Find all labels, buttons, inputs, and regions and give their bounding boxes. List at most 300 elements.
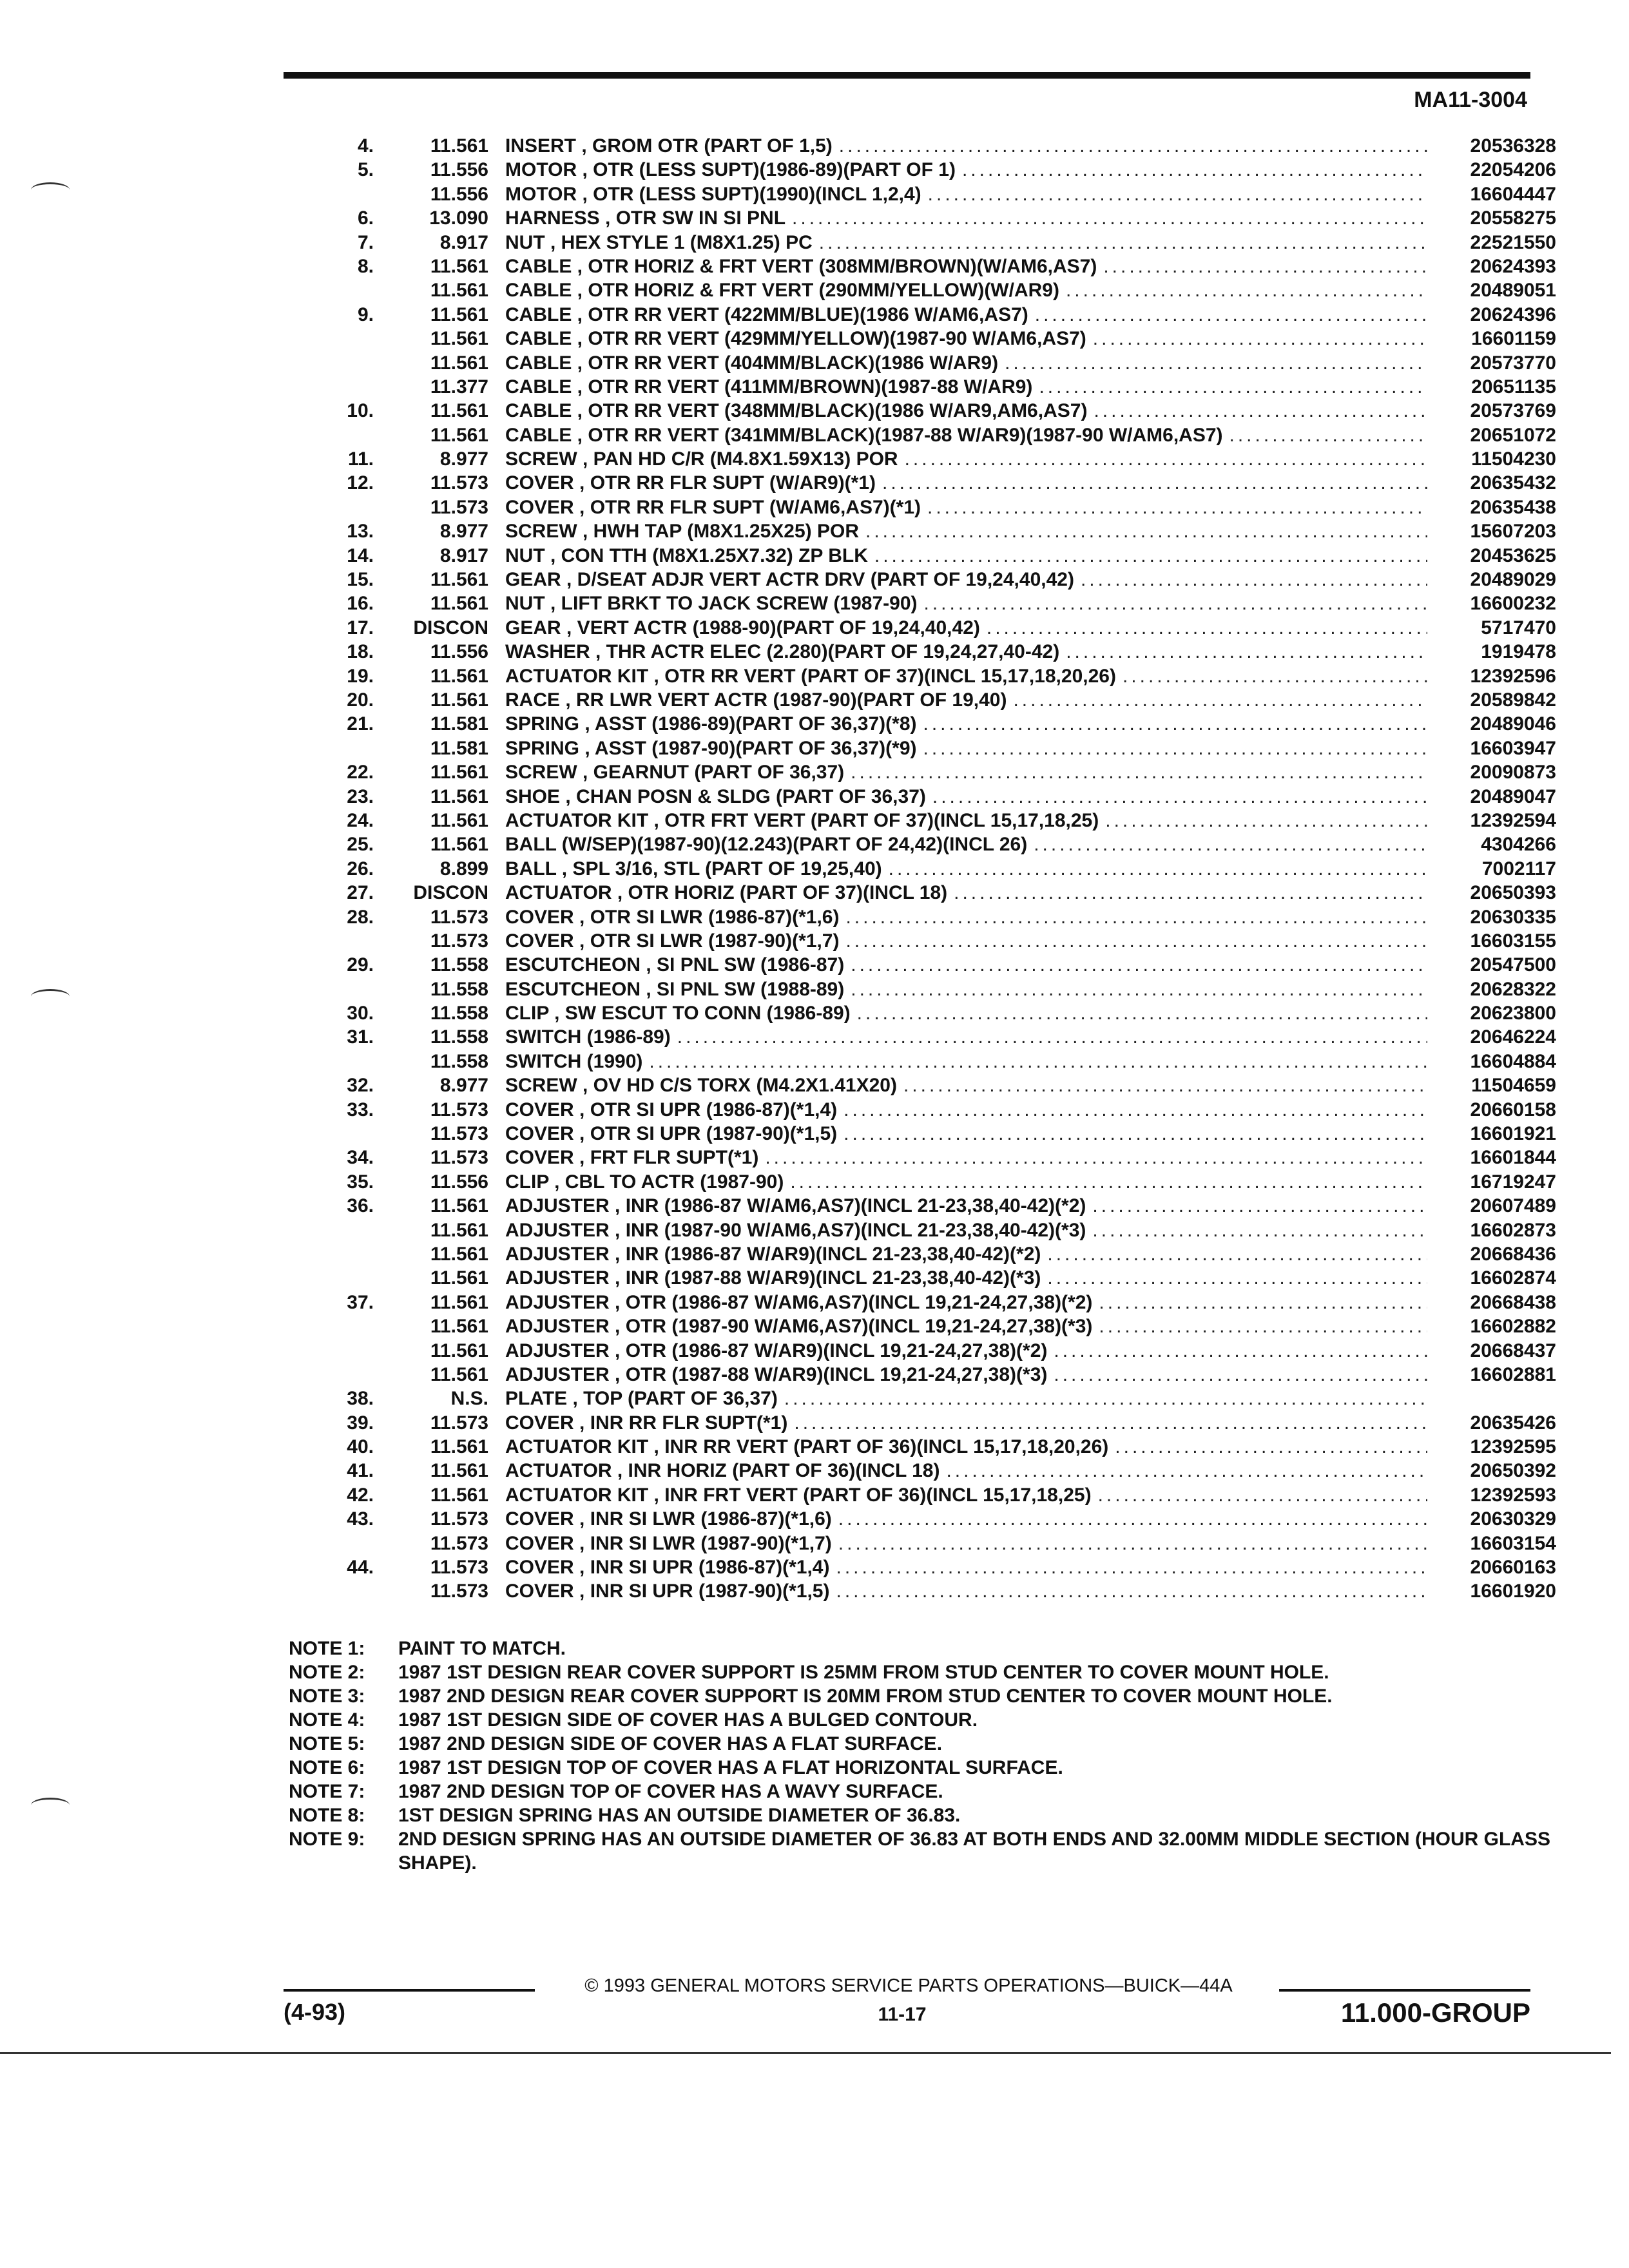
- note-text: 1987 2ND DESIGN SIDE OF COVER HAS A FLAT SURFACE.: [398, 1733, 943, 1754]
- part-number: 20624393: [1470, 255, 1556, 277]
- note-label: NOTE 7:: [289, 1781, 365, 1802]
- group-code: 11.581: [430, 713, 488, 735]
- description-cell: [505, 1459, 1434, 1483]
- group-code: 11.573: [430, 1508, 488, 1530]
- part-description: SWITCH (1990): [505, 1050, 643, 1072]
- part-description: CABLE , OTR RR VERT (404MM/BLACK)(1986 W/AR9): [505, 352, 999, 374]
- part-number: 20573770: [1470, 352, 1556, 374]
- parts-row: [303, 1194, 1556, 1218]
- description-cell: [505, 832, 1434, 856]
- group-code: 11.573: [430, 930, 488, 952]
- part-description: ADJUSTER , OTR (1987-90 W/AM6,AS7)(INCL 19,21-24,27,38)(*3): [505, 1316, 1093, 1338]
- part-number: 16602882: [1470, 1316, 1556, 1338]
- description-cell: [505, 568, 1434, 591]
- group-code: 11.561: [430, 1267, 488, 1289]
- group-code: 11.561: [430, 1363, 488, 1385]
- item-number: 16.: [347, 593, 374, 615]
- dot-leader: [845, 905, 1427, 929]
- item-number: 33.: [347, 1099, 374, 1120]
- item-number: 12.: [347, 472, 374, 494]
- parts-row: [303, 1579, 1556, 1603]
- item-number: 5.: [357, 159, 374, 181]
- part-number: 16719247: [1470, 1171, 1556, 1193]
- group-code: 8.977: [439, 1075, 488, 1097]
- parts-row: [303, 1459, 1556, 1483]
- part-number: 16602873: [1470, 1219, 1556, 1241]
- part-description: COVER , OTR SI UPR (1987-90)(*1,5): [505, 1123, 838, 1145]
- parts-row: [303, 1098, 1556, 1122]
- description-cell: [505, 1387, 1434, 1410]
- part-number: 20630329: [1470, 1508, 1556, 1530]
- parts-row: [303, 399, 1556, 423]
- description-cell: [505, 327, 1434, 351]
- group-code: 11.573: [430, 1532, 488, 1554]
- dot-leader: [843, 1098, 1427, 1122]
- dot-leader: [794, 1411, 1427, 1435]
- parts-row: [303, 616, 1556, 640]
- part-number: 12392593: [1470, 1484, 1556, 1506]
- item-number: 35.: [347, 1171, 374, 1193]
- dot-leader: [1054, 1363, 1427, 1387]
- group-code: 8.977: [439, 521, 488, 543]
- item-number: 14.: [347, 544, 374, 566]
- description-cell: [505, 1218, 1434, 1242]
- dot-leader: [928, 182, 1427, 206]
- dot-leader: [987, 616, 1427, 640]
- part-description: SPRING , ASST (1986-89)(PART OF 36,37)(*8): [505, 713, 917, 735]
- group-code: 11.377: [430, 376, 488, 398]
- part-description: GEAR , D/SEAT ADJR VERT ACTR DRV (PART OF 19,24,40,42): [505, 569, 1074, 591]
- part-description: HARNESS , OTR SW IN SI PNL: [505, 207, 786, 229]
- parts-row: [303, 881, 1556, 905]
- dot-leader: [1103, 255, 1427, 278]
- parts-row: [303, 1507, 1556, 1531]
- item-number: 4.: [357, 135, 374, 157]
- part-number: 7002117: [1481, 858, 1556, 879]
- description-cell: [505, 134, 1434, 158]
- part-number: 22521550: [1470, 231, 1556, 253]
- group-code: 11.561: [430, 665, 488, 687]
- parts-row: [303, 712, 1556, 736]
- note-item: [289, 1708, 1565, 1732]
- item-number: 41.: [347, 1460, 374, 1482]
- part-number: 20651072: [1470, 424, 1556, 446]
- parts-row: [303, 591, 1556, 615]
- dot-leader: [1035, 303, 1427, 327]
- group-code: 13.090: [429, 207, 488, 229]
- parts-row: [303, 1339, 1556, 1363]
- parts-row: [303, 1483, 1556, 1507]
- parts-row: [303, 785, 1556, 809]
- dot-leader: [851, 760, 1427, 784]
- parts-row: [303, 351, 1556, 375]
- parts-row: [303, 206, 1556, 230]
- item-number: 38.: [347, 1388, 374, 1410]
- group-code: 11.561: [430, 809, 488, 831]
- description-cell: [505, 1483, 1434, 1507]
- group-code: 8.977: [439, 448, 488, 470]
- part-number: 16601920: [1470, 1581, 1556, 1602]
- item-number: 7.: [357, 231, 374, 253]
- dot-leader: [1005, 351, 1427, 375]
- parts-row: [303, 255, 1556, 278]
- dot-leader: [1034, 832, 1427, 856]
- parts-row: [303, 736, 1556, 760]
- parts-row: [303, 495, 1556, 519]
- parts-row: [303, 1170, 1556, 1194]
- part-description: GEAR , VERT ACTR (1988-90)(PART OF 19,24,40,42): [505, 617, 980, 639]
- part-description: ACTUATOR KIT , INR RR VERT (PART OF 36)(INCL 15,17,18,20,26): [505, 1436, 1109, 1458]
- parts-row: [303, 857, 1556, 881]
- note-text: 1987 1ST DESIGN TOP OF COVER HAS A FLAT HORIZONTAL SURFACE.: [398, 1757, 1063, 1778]
- group-code: 11.561: [430, 593, 488, 615]
- part-number: 20453625: [1470, 544, 1556, 566]
- dot-leader: [843, 1122, 1427, 1146]
- part-description: COVER , INR RR FLR SUPT(*1): [505, 1412, 788, 1434]
- description-cell: [505, 1532, 1434, 1555]
- part-description: COVER , OTR RR FLR SUPT (W/AR9)(*1): [505, 472, 876, 494]
- group-code: 11.561: [430, 1340, 488, 1361]
- description-cell: [505, 519, 1434, 543]
- part-number: 20573769: [1470, 400, 1556, 422]
- dot-leader: [1092, 1218, 1427, 1242]
- item-number: 30.: [347, 1003, 374, 1024]
- description-cell: [505, 929, 1434, 953]
- dot-leader: [1123, 664, 1427, 688]
- description-cell: [505, 736, 1434, 760]
- part-number: 16604447: [1470, 183, 1556, 205]
- parts-row: [303, 688, 1556, 712]
- part-number: 20628322: [1470, 978, 1556, 1000]
- part-description: MOTOR , OTR (LESS SUPT)(1986-89)(PART OF 1): [505, 159, 956, 181]
- dot-leader: [838, 1507, 1427, 1531]
- description-cell: [505, 1025, 1434, 1049]
- group-code: 11.561: [430, 280, 488, 302]
- description-cell: [505, 591, 1434, 615]
- dot-leader: [1229, 423, 1427, 447]
- group-code: 11.573: [430, 1412, 488, 1434]
- item-number: 13.: [347, 521, 374, 543]
- group-code: 11.561: [430, 1219, 488, 1241]
- description-cell: [505, 785, 1434, 809]
- group-code: DISCON: [413, 617, 488, 639]
- parts-row: [303, 1122, 1556, 1146]
- parts-row: [303, 1266, 1556, 1290]
- dot-leader: [1093, 327, 1427, 351]
- description-cell: [505, 447, 1434, 471]
- item-number: 44.: [347, 1557, 374, 1579]
- item-number: 26.: [347, 858, 374, 879]
- group-code: 11.561: [430, 1316, 488, 1338]
- description-cell: [505, 495, 1434, 519]
- part-number: 20635438: [1470, 496, 1556, 518]
- note-item: [289, 1637, 1565, 1660]
- dot-leader: [851, 977, 1427, 1001]
- part-description: CLIP , SW ESCUT TO CONN (1986-89): [505, 1003, 851, 1024]
- parts-row: [303, 832, 1556, 856]
- part-description: ADJUSTER , INR (1986-87 W/AM6,AS7)(INCL 21-23,38,40-42)(*2): [505, 1195, 1086, 1217]
- part-number: 20660163: [1470, 1557, 1556, 1579]
- item-number: 39.: [347, 1412, 374, 1434]
- part-number: 20090873: [1470, 762, 1556, 783]
- parts-row: [303, 1387, 1556, 1410]
- part-description: RACE , RR LWR VERT ACTR (1987-90)(PART OF 19,40): [505, 689, 1007, 711]
- part-number: 20630335: [1470, 906, 1556, 928]
- group-code: 11.581: [430, 737, 488, 759]
- group-code: DISCON: [413, 882, 488, 904]
- note-label: NOTE 1:: [289, 1638, 365, 1659]
- parts-row: [303, 1555, 1556, 1579]
- description-cell: [505, 1266, 1434, 1290]
- parts-row: [303, 929, 1556, 953]
- item-number: 18.: [347, 641, 374, 663]
- parts-row: [303, 1291, 1556, 1314]
- note-label: NOTE 3:: [289, 1686, 365, 1707]
- dot-leader: [923, 736, 1428, 760]
- parts-row: [303, 134, 1556, 158]
- parts-row: [303, 423, 1556, 447]
- description-cell: [505, 977, 1434, 1001]
- part-description: SCREW , GEARNUT (PART OF 36,37): [505, 762, 845, 783]
- description-cell: [505, 255, 1434, 278]
- description-cell: [505, 1050, 1434, 1073]
- note-text: 1987 1ST DESIGN SIDE OF COVER HAS A BULGED CONTOUR.: [398, 1709, 978, 1731]
- issue-date: (4-93): [284, 1999, 346, 2025]
- part-description: CABLE , OTR RR VERT (422MM/BLUE)(1986 W/AM6,AS7): [505, 303, 1028, 325]
- description-cell: [505, 471, 1434, 495]
- part-number: 16601844: [1470, 1147, 1556, 1169]
- dot-leader: [792, 206, 1427, 230]
- parts-row: [303, 640, 1556, 664]
- dot-leader: [1054, 1339, 1427, 1363]
- description-cell: [505, 1555, 1434, 1579]
- description-cell: [505, 182, 1434, 206]
- description-cell: [505, 1363, 1434, 1387]
- part-description: SCREW , OV HD C/S TORX (M4.2X1.41X20): [505, 1075, 897, 1097]
- part-number: 20635432: [1470, 472, 1556, 494]
- description-cell: [505, 1073, 1434, 1097]
- parts-row: [303, 1435, 1556, 1459]
- part-description: ACTUATOR , INR HORIZ (PART OF 36)(INCL 18): [505, 1460, 940, 1482]
- group-code: 11.556: [430, 183, 488, 205]
- note-item: [289, 1756, 1565, 1780]
- part-description: ADJUSTER , OTR (1986-87 W/AR9)(INCL 19,21-24,27,38)(*2): [505, 1340, 1048, 1361]
- parts-row: [303, 664, 1556, 688]
- parts-row: [303, 1001, 1556, 1025]
- part-description: COVER , INR SI LWR (1987-90)(*1,7): [505, 1532, 832, 1554]
- part-description: CABLE , OTR RR VERT (411MM/BROWN)(1987-88 W/AR9): [505, 376, 1033, 398]
- group-code: N.S.: [450, 1388, 488, 1410]
- group-code: 11.561: [430, 569, 488, 591]
- group-code: 11.561: [430, 303, 488, 325]
- note-text: 1987 2ND DESIGN REAR COVER SUPPORT IS 20MM FROM STUD CENTER TO COVER MOUNT HOLE.: [398, 1686, 1333, 1707]
- item-number: 34.: [347, 1147, 374, 1169]
- description-cell: [505, 231, 1434, 255]
- note-item: [289, 1780, 1565, 1803]
- group-code: 11.561: [430, 424, 488, 446]
- item-number: 22.: [347, 762, 374, 783]
- dot-leader: [1047, 1266, 1427, 1290]
- dot-leader: [1115, 1435, 1427, 1459]
- part-description: BALL , SPL 3/16, STL (PART OF 19,25,40): [505, 858, 882, 879]
- note-text: 1987 2ND DESIGN TOP OF COVER HAS A WAVY SURFACE.: [398, 1781, 943, 1802]
- dot-leader: [1098, 1483, 1427, 1507]
- part-description: CLIP , CBL TO ACTR (1987-90): [505, 1171, 784, 1193]
- part-description: ESCUTCHEON , SI PNL SW (1986-87): [505, 954, 845, 976]
- group-code: 11.573: [430, 1099, 488, 1120]
- note-text: 1987 1ST DESIGN REAR COVER SUPPORT IS 25MM FROM STUD CENTER TO COVER MOUNT HOLE.: [398, 1662, 1329, 1683]
- dot-leader: [1099, 1314, 1427, 1338]
- part-description: BALL (W/SEP)(1987-90)(12.243)(PART OF 24,42)(INCL 26): [505, 834, 1028, 856]
- note-label: NOTE 8:: [289, 1805, 365, 1826]
- dot-leader: [946, 1459, 1427, 1483]
- part-number: 16601159: [1471, 328, 1556, 350]
- group-code: 11.561: [430, 1243, 488, 1265]
- footer-rule-right: [1279, 1989, 1530, 1992]
- group-code: 11.561: [430, 689, 488, 711]
- part-description: ADJUSTER , OTR (1986-87 W/AM6,AS7)(INCL 19,21-24,27,38)(*2): [505, 1291, 1093, 1313]
- group-code: 11.558: [430, 1003, 488, 1024]
- part-description: COVER , OTR RR FLR SUPT (W/AM6,AS7)(*1): [505, 496, 921, 518]
- description-cell: [505, 375, 1434, 399]
- item-number: 37.: [347, 1291, 374, 1313]
- parts-row: [303, 1146, 1556, 1169]
- item-number: 9.: [357, 303, 374, 325]
- parts-row: [303, 519, 1556, 543]
- description-cell: [505, 1098, 1434, 1122]
- item-number: 28.: [347, 906, 374, 928]
- dot-leader: [1013, 688, 1427, 712]
- description-cell: [505, 688, 1434, 712]
- part-number: 16604884: [1470, 1050, 1556, 1072]
- part-number: 20650393: [1470, 882, 1556, 904]
- dot-leader: [839, 134, 1427, 158]
- parts-row: [303, 977, 1556, 1001]
- item-number: 19.: [347, 665, 374, 687]
- part-description: SCREW , HWH TAP (M8X1.25X25) POR: [505, 521, 859, 543]
- description-cell: [505, 278, 1434, 302]
- dot-leader: [790, 1170, 1427, 1194]
- group-code: 11.558: [430, 954, 488, 976]
- group-code: 11.561: [430, 1291, 488, 1313]
- parts-row: [303, 303, 1556, 327]
- part-description: MOTOR , OTR (LESS SUPT)(1990)(INCL 1,2,4): [505, 183, 921, 205]
- item-number: 27.: [347, 882, 374, 904]
- part-number: 4304266: [1481, 834, 1556, 856]
- part-description: ADJUSTER , INR (1987-90 W/AM6,AS7)(INCL 21-23,38,40-42)(*3): [505, 1219, 1086, 1241]
- description-cell: [505, 1001, 1434, 1025]
- group-code: 11.561: [430, 1436, 488, 1458]
- dot-leader: [905, 447, 1427, 471]
- group-code: 11.573: [430, 1557, 488, 1579]
- part-description: CABLE , OTR RR VERT (341MM/BLACK)(1987-88 W/AR9)(1987-90 W/AM6,AS7): [505, 424, 1223, 446]
- description-cell: [505, 303, 1434, 327]
- note-text: PAINT TO MATCH.: [398, 1638, 566, 1659]
- item-number: 21.: [347, 713, 374, 735]
- dot-leader: [954, 881, 1427, 905]
- item-number: 31.: [347, 1026, 374, 1048]
- part-number: 22054206: [1470, 159, 1556, 181]
- part-number: 1919478: [1481, 641, 1556, 663]
- item-number: 42.: [347, 1484, 374, 1506]
- item-number: 24.: [347, 809, 374, 831]
- dot-leader: [677, 1025, 1427, 1049]
- item-number: 15.: [347, 569, 374, 591]
- binder-hole-mark: [31, 182, 70, 197]
- group-code: 11.573: [430, 906, 488, 928]
- group-code: 8.899: [439, 858, 488, 879]
- item-number: 23.: [347, 785, 374, 807]
- parts-row: [303, 809, 1556, 832]
- item-number: 17.: [347, 617, 374, 639]
- group-code: 11.561: [430, 1460, 488, 1482]
- parts-row: [303, 327, 1556, 351]
- dot-leader: [784, 1387, 1427, 1410]
- part-description: NUT , CON TTH (M8X1.25X7.32) ZP BLK: [505, 544, 868, 566]
- parts-row: [303, 182, 1556, 206]
- part-number: 20650392: [1470, 1460, 1556, 1482]
- part-description: COVER , FRT FLR SUPT(*1): [505, 1147, 759, 1169]
- part-description: SHOE , CHAN POSN & SLDG (PART OF 36,37): [505, 785, 926, 807]
- description-cell: [505, 158, 1434, 182]
- group-code: 11.573: [430, 496, 488, 518]
- item-number: 40.: [347, 1436, 374, 1458]
- part-number: 20489051: [1470, 280, 1556, 302]
- part-description: ESCUTCHEON , SI PNL SW (1988-89): [505, 978, 845, 1000]
- description-cell: [505, 1291, 1434, 1314]
- note-label: NOTE 6:: [289, 1757, 365, 1778]
- part-number: 20558275: [1470, 207, 1556, 229]
- part-description: WASHER , THR ACTR ELEC (2.280)(PART OF 19,24,27,40-42): [505, 641, 1060, 663]
- dot-leader: [882, 471, 1427, 495]
- item-number: 11.: [347, 448, 374, 470]
- part-description: COVER , INR SI LWR (1986-87)(*1,6): [505, 1508, 832, 1530]
- part-number: 12392594: [1470, 809, 1556, 831]
- part-number: 12392595: [1470, 1436, 1556, 1458]
- dot-leader: [1047, 1242, 1427, 1266]
- description-cell: [505, 544, 1434, 568]
- group-code: 11.561: [430, 135, 488, 157]
- part-description: SCREW , PAN HD C/R (M4.8X1.59X13) POR: [505, 448, 898, 470]
- description-cell: [505, 423, 1434, 447]
- parts-row: [303, 953, 1556, 977]
- part-number: 16600232: [1470, 593, 1556, 615]
- description-cell: [505, 1507, 1434, 1531]
- note-item: [289, 1827, 1565, 1875]
- part-description: SPRING , ASST (1987-90)(PART OF 36,37)(*9): [505, 737, 917, 759]
- description-cell: [505, 1122, 1434, 1146]
- parts-row: [303, 375, 1556, 399]
- copyright-line: © 1993 GENERAL MOTORS SERVICE PARTS OPERATIONS—BUICK—44A: [584, 1975, 1233, 1996]
- item-number: 36.: [347, 1195, 374, 1217]
- note-item: [289, 1684, 1565, 1708]
- item-number: 6.: [357, 207, 374, 229]
- part-number: 16602881: [1470, 1363, 1556, 1385]
- note-item: [289, 1732, 1565, 1756]
- group-code: 11.558: [430, 1050, 488, 1072]
- dot-leader: [1039, 375, 1427, 399]
- part-number: 20547500: [1470, 954, 1556, 976]
- description-cell: [505, 1411, 1434, 1435]
- dot-leader: [765, 1146, 1427, 1169]
- dot-leader: [649, 1050, 1427, 1073]
- dot-leader: [865, 519, 1427, 543]
- description-cell: [505, 399, 1434, 423]
- part-number: 12392596: [1470, 665, 1556, 687]
- part-description: CABLE , OTR RR VERT (429MM/YELLOW)(1987-90 W/AM6,AS7): [505, 328, 1086, 350]
- part-description: PLATE , TOP (PART OF 36,37): [505, 1388, 778, 1410]
- part-number: 16603154: [1470, 1532, 1556, 1554]
